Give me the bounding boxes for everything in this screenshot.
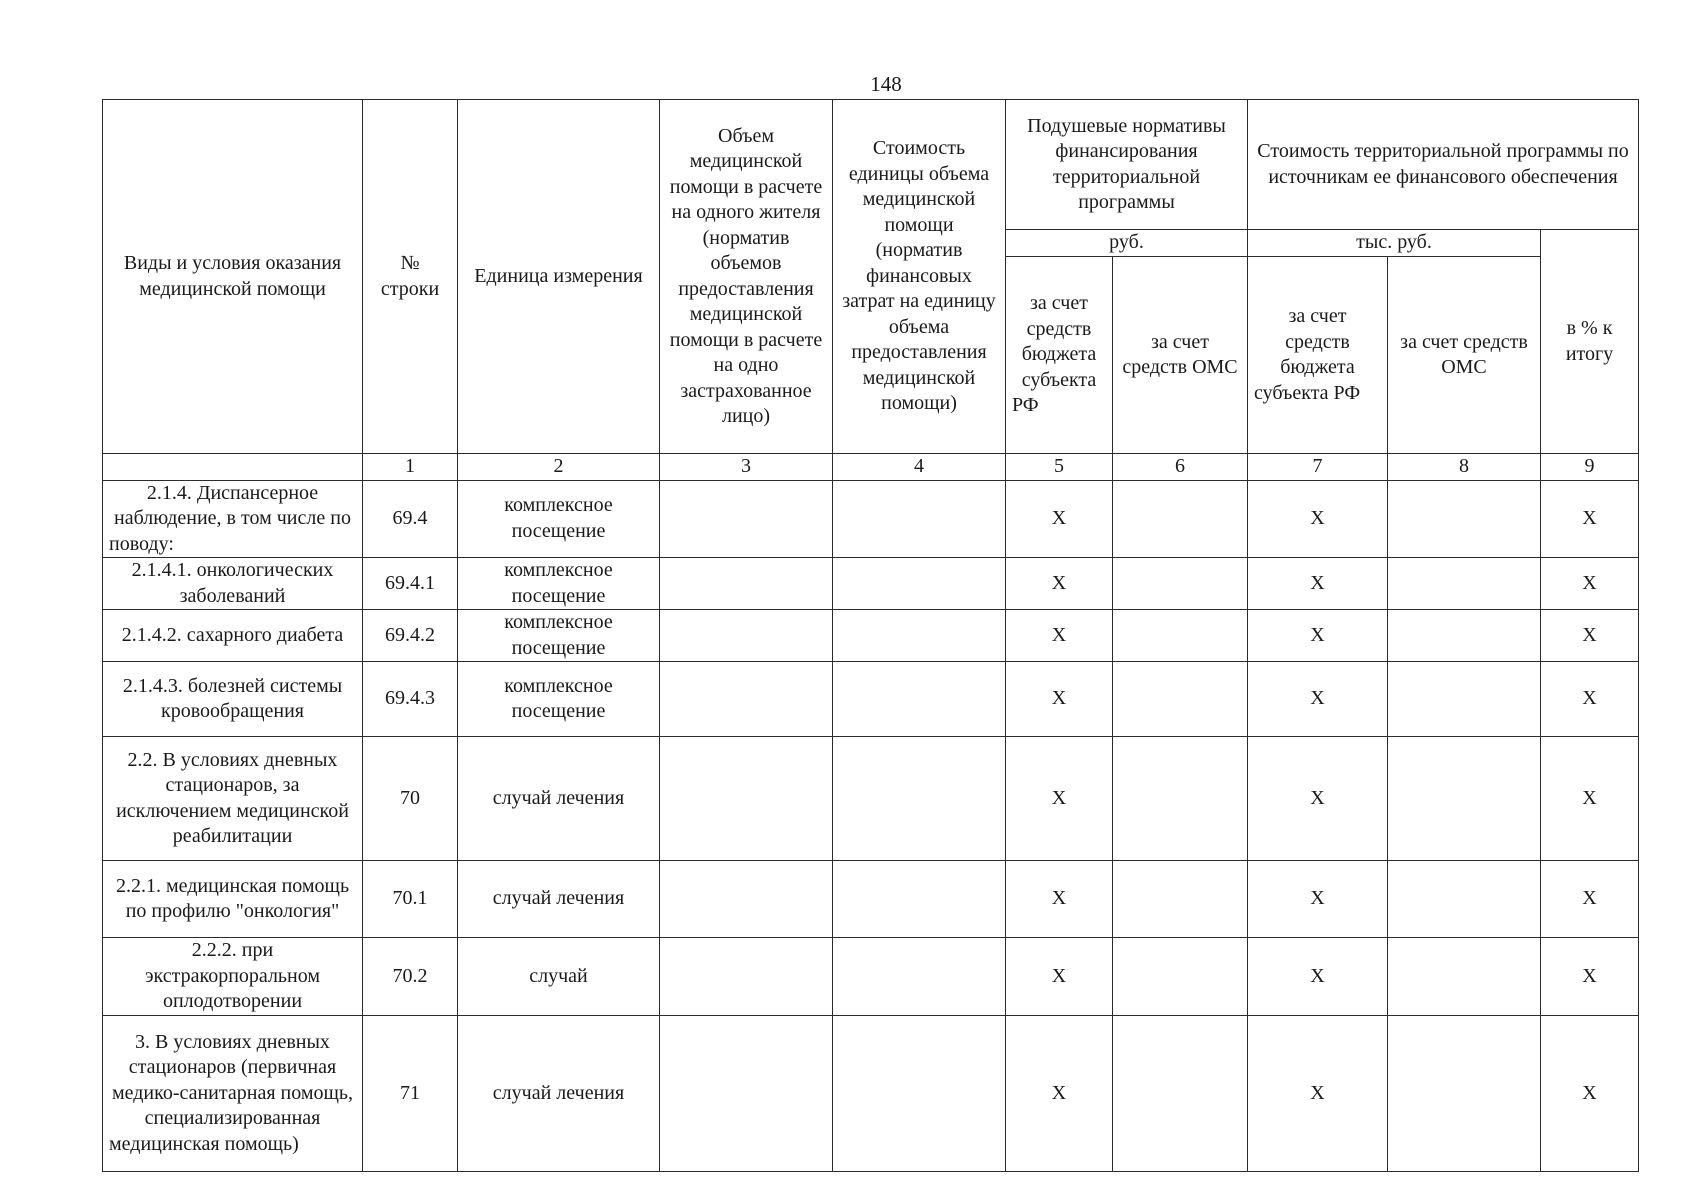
cell-col8 [1388, 558, 1541, 610]
cell-col4 [833, 662, 1006, 737]
column-number: 3 [660, 454, 833, 481]
cell-col8 [1388, 737, 1541, 861]
header-per-capita-group: Подушевые нормативы финансирования территориальной программы [1006, 100, 1248, 230]
cell-col5: X [1006, 558, 1113, 610]
cell-col3 [660, 861, 833, 938]
header-program-cost-group: Стоимость территориальной программы по источникам ее финансового обеспечения [1248, 100, 1639, 230]
column-number: 9 [1541, 454, 1639, 481]
cell-col7: X [1248, 558, 1388, 610]
row-number: 70.2 [363, 938, 458, 1016]
cell-col6 [1113, 480, 1248, 558]
header-col6-oms: за счет средств ОМС [1113, 257, 1248, 454]
cell-col8 [1388, 938, 1541, 1016]
table-row [103, 662, 1639, 737]
row-unit: случай [458, 938, 660, 1016]
header-col8-oms: за счет средств ОМС [1388, 257, 1541, 454]
cell-col3 [660, 558, 833, 610]
cell-col3 [660, 662, 833, 737]
row-number: 71 [363, 1016, 458, 1172]
cell-col5: X [1006, 1016, 1113, 1172]
cell-col6 [1113, 662, 1248, 737]
column-number [103, 454, 363, 481]
cell-col6 [1113, 861, 1248, 938]
row-label: 2.1.4.1. онкологических заболеваний [103, 558, 363, 610]
cell-col3 [660, 480, 833, 558]
header-unit-cost: Стоимость единицы объема медицинской помощи (норматив финансовых затрат на единицу объема предоставления медицинской помощи) [833, 100, 1006, 454]
row-label: 2.2.1. медицинская помощь по профилю "онкология" [103, 861, 363, 938]
row-number: 69.4 [363, 480, 458, 558]
cell-col8 [1388, 480, 1541, 558]
row-label: 3. В условиях дневных стационаров (первичная медико-санитарная помощь, специализированная медицинская помощь) [103, 1016, 363, 1172]
row-unit: комплексное посещение [458, 480, 660, 558]
table-row [103, 558, 1639, 610]
cell-col4 [833, 558, 1006, 610]
header-col7-budget: за счет средств бюджета субъекта РФ [1248, 257, 1388, 454]
cell-col7: X [1248, 1016, 1388, 1172]
column-number-row [103, 454, 1639, 481]
cell-col5: X [1006, 610, 1113, 662]
cell-col6 [1113, 938, 1248, 1016]
column-number: 2 [458, 454, 660, 481]
cell-col5: X [1006, 480, 1113, 558]
cell-col4 [833, 938, 1006, 1016]
table-row [103, 610, 1639, 662]
cell-col9: X [1541, 610, 1639, 662]
row-unit: случай лечения [458, 861, 660, 938]
financing-table [102, 99, 1639, 1172]
header-row-1 [103, 100, 1639, 230]
cell-col7: X [1248, 610, 1388, 662]
table-row [103, 1016, 1639, 1172]
cell-col7: X [1248, 737, 1388, 861]
column-number: 1 [363, 454, 458, 481]
table-row [103, 480, 1639, 558]
cell-col4 [833, 1016, 1006, 1172]
row-label: 2.2. В условиях дневных стационаров, за исключением медицинской реабилитации [103, 737, 363, 861]
header-percent-of-total: в % к итогу [1541, 230, 1639, 454]
header-col5-budget: за счет средств бюджета субъекта РФ [1006, 257, 1113, 454]
cell-col9: X [1541, 662, 1639, 737]
cell-col4 [833, 737, 1006, 861]
table-row [103, 938, 1639, 1016]
cell-col5: X [1006, 938, 1113, 1016]
cell-col4 [833, 861, 1006, 938]
column-number: 7 [1248, 454, 1388, 481]
cell-col3 [660, 610, 833, 662]
row-number: 70.1 [363, 861, 458, 938]
cell-col8 [1388, 662, 1541, 737]
column-number: 5 [1006, 454, 1113, 481]
page-number: 148 [870, 72, 902, 96]
table-row [103, 861, 1639, 938]
cell-col3 [660, 938, 833, 1016]
cell-col9: X [1541, 480, 1639, 558]
cell-col9: X [1541, 737, 1639, 861]
cell-col9: X [1541, 1016, 1639, 1172]
column-number: 8 [1388, 454, 1541, 481]
row-unit: комплексное посещение [458, 558, 660, 610]
header-unit-thousand-rub: тыс. руб. [1248, 230, 1541, 257]
cell-col9: X [1541, 861, 1639, 938]
cell-col7: X [1248, 662, 1388, 737]
header-unit-rub: руб. [1006, 230, 1248, 257]
row-label: 2.1.4.3. болезней системы кровообращения [103, 662, 363, 737]
cell-col3 [660, 1016, 833, 1172]
column-number: 4 [833, 454, 1006, 481]
cell-col6 [1113, 1016, 1248, 1172]
row-number: 69.4.2 [363, 610, 458, 662]
cell-col4 [833, 610, 1006, 662]
cell-col4 [833, 480, 1006, 558]
row-number: 70 [363, 737, 458, 861]
cell-col9: X [1541, 938, 1639, 1016]
cell-col6 [1113, 610, 1248, 662]
cell-col7: X [1248, 861, 1388, 938]
table-row [103, 737, 1639, 861]
cell-col6 [1113, 737, 1248, 861]
cell-col5: X [1006, 662, 1113, 737]
cell-col5: X [1006, 861, 1113, 938]
row-unit: случай лечения [458, 737, 660, 861]
cell-col3 [660, 737, 833, 861]
row-label: 2.2.2. при экстракорпоральном оплодотворении [103, 938, 363, 1016]
row-label: 2.1.4.2. сахарного диабета [103, 610, 363, 662]
row-unit: случай лечения [458, 1016, 660, 1172]
row-number: 69.4.1 [363, 558, 458, 610]
cell-col8 [1388, 610, 1541, 662]
header-type-of-care: Виды и условия оказания медицинской помощи [103, 100, 363, 454]
row-label: 2.1.4. Диспансерное наблюдение, в том числе по поводу: [103, 480, 363, 558]
cell-col6 [1113, 558, 1248, 610]
header-row-number: № строки [363, 100, 458, 454]
cell-col7: X [1248, 480, 1388, 558]
row-number: 69.4.3 [363, 662, 458, 737]
row-unit: комплексное посещение [458, 662, 660, 737]
cell-col8 [1388, 861, 1541, 938]
header-volume: Объем медицинской помощи в расчете на одного жителя (норматив объемов предоставления медицинской помощи в расчете на одно застрахованное лицо) [660, 100, 833, 454]
cell-col5: X [1006, 737, 1113, 861]
cell-col7: X [1248, 938, 1388, 1016]
cell-col8 [1388, 1016, 1541, 1172]
column-number: 6 [1113, 454, 1248, 481]
row-unit: комплексное посещение [458, 610, 660, 662]
cell-col9: X [1541, 558, 1639, 610]
header-unit: Единица измерения [458, 100, 660, 454]
